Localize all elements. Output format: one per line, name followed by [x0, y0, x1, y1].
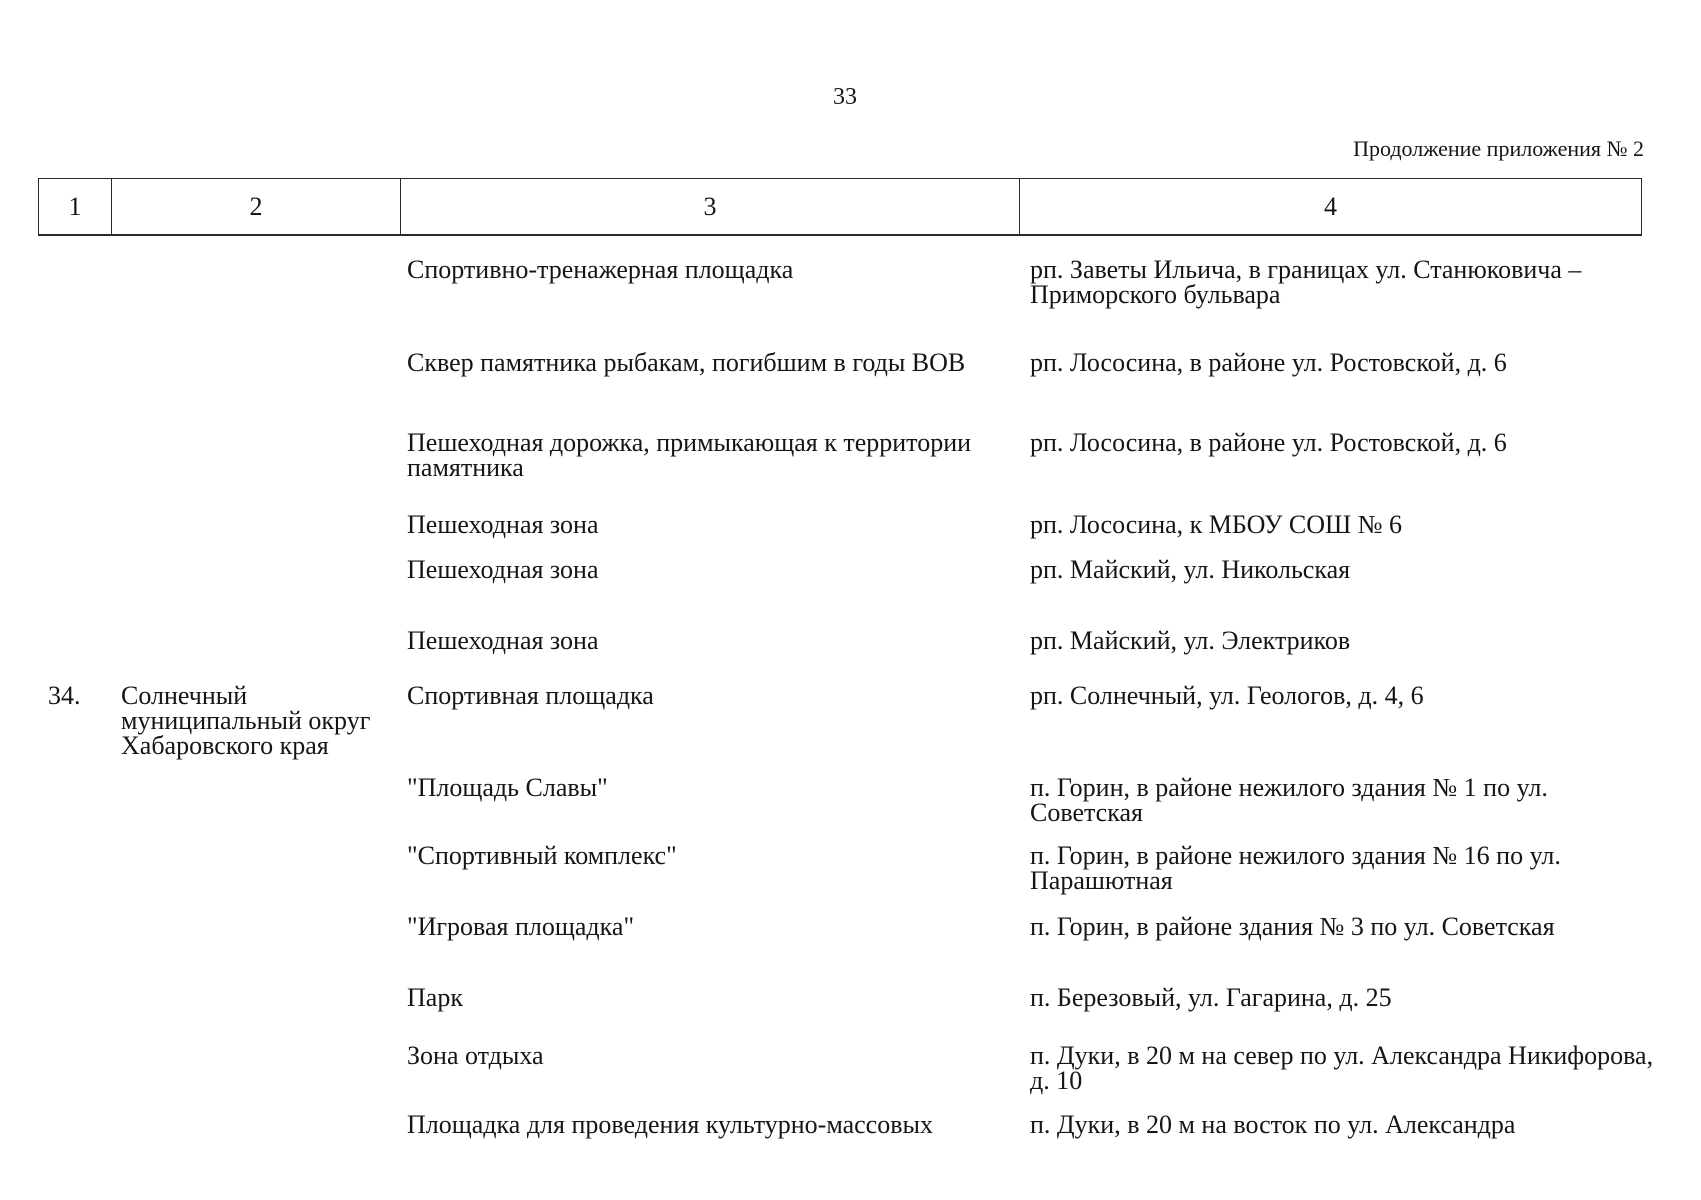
object-address: рп. Лососина, в районе ул. Ростовской, д. 6 — [1030, 348, 1507, 377]
object-name: Пешеходная дорожка, примыкающая к территории памятника — [407, 428, 972, 482]
object-name: "Спортивный комплекс" — [407, 841, 677, 870]
object-address: рп. Заветы Ильича, в границах ул. Станюковича – Приморского бульвара — [1030, 255, 1582, 309]
object-address: рп. Майский, ул. Электриков — [1030, 626, 1351, 655]
object-name: "Площадь Славы" — [407, 773, 608, 802]
object-name: Пешеходная зона — [407, 555, 599, 584]
header-col-4: 4 — [1324, 191, 1337, 221]
object-name: Парк — [407, 983, 463, 1012]
object-address: п. Горин, в районе нежилого здания № 16 по ул. Парашютная — [1030, 841, 1561, 895]
object-address: п. Дуки, в 20 м на восток по ул. Александра — [1030, 1110, 1516, 1139]
object-address: рп. Солнечный, ул. Геологов, д. 4, 6 — [1030, 681, 1424, 710]
object-address: п. Дуки, в 20 м на север по ул. Александра Никифорова, д. 10 — [1030, 1041, 1654, 1095]
object-address: п. Березовый, ул. Гагарина, д. 25 — [1030, 983, 1392, 1012]
object-name: Площадка для проведения культурно-массовых — [407, 1110, 933, 1139]
object-name: Спортивная площадка — [407, 681, 654, 710]
object-address: рп. Лососина, в районе ул. Ростовской, д. 6 — [1030, 428, 1507, 457]
header-col-3: 3 — [401, 179, 1020, 234]
object-name: "Игровая площадка" — [407, 912, 635, 941]
district-name: Солнечный муниципальный округ Хабаровского края — [121, 681, 371, 760]
row-number: 34. — [48, 681, 81, 710]
object-address: п. Горин, в районе здания № 3 по ул. Советская — [1030, 912, 1555, 941]
object-name: Сквер памятника рыбакам, погибшим в годы ВОВ — [407, 348, 966, 377]
header-col-2: 2 — [112, 179, 401, 234]
appendix-continuation-label: Продолжение приложения № 2 — [1353, 136, 1644, 161]
object-name: Спортивно-тренажерная площадка — [407, 255, 794, 284]
object-address: п. Горин, в районе нежилого здания № 1 по ул. Советская — [1030, 773, 1548, 827]
object-address: рп. Майский, ул. Никольская — [1030, 555, 1351, 584]
object-name: Пешеходная зона — [407, 626, 599, 655]
header-col-1: 1 — [39, 179, 112, 234]
page-number: 33 — [833, 84, 857, 110]
object-address: рп. Лососина, к МБОУ СОШ № 6 — [1030, 510, 1403, 539]
object-name: Зона отдыха — [407, 1041, 544, 1070]
object-name: Пешеходная зона — [407, 510, 599, 539]
